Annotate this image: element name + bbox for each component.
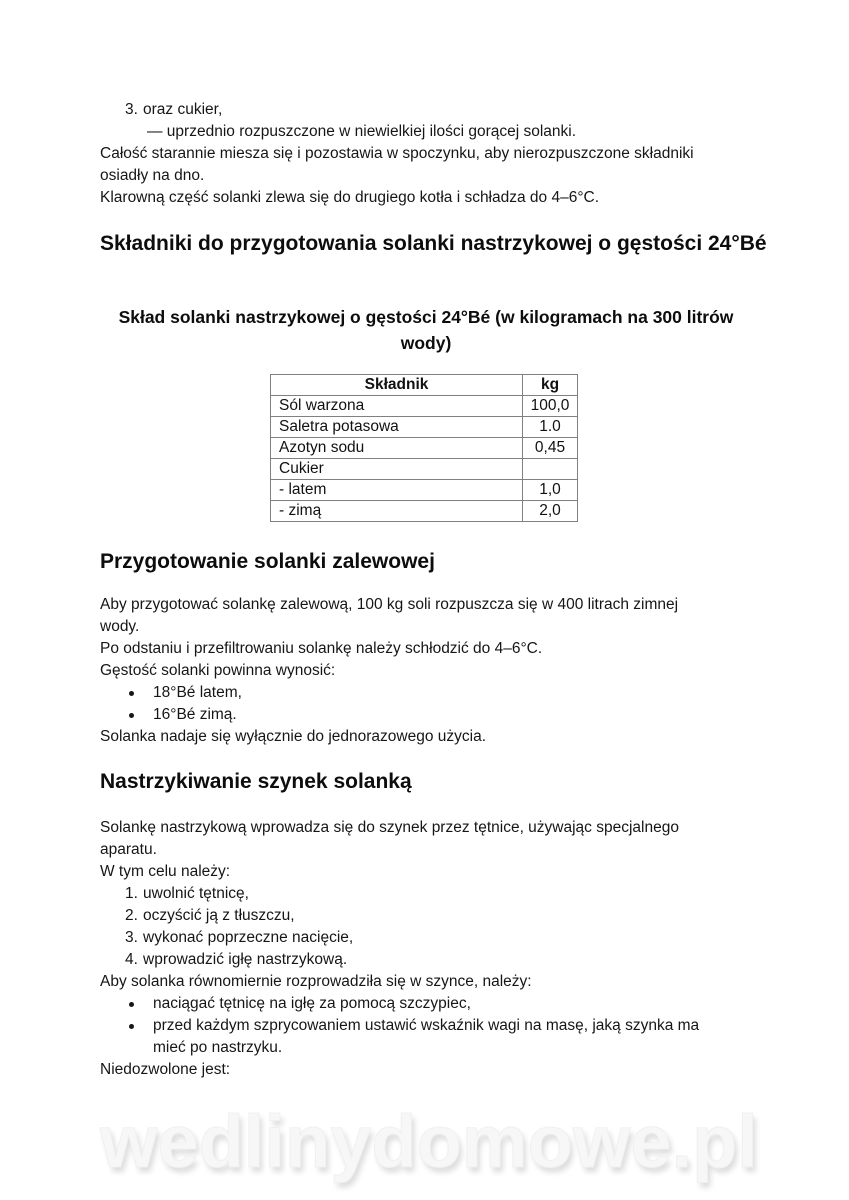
bullet-item: przed każdym szprycowaniem ustawić wskaźnik wagi na masę, jaką szynka ma mieć po nastrzyku. xyxy=(100,1015,710,1059)
step-item xyxy=(100,949,730,971)
step-item xyxy=(100,927,730,949)
step-number: 1. xyxy=(125,885,138,902)
step-item xyxy=(100,883,730,905)
ingredient-amount-cell: 2,0 xyxy=(523,501,578,522)
paragraph-even-distribution: Aby solanka równomiernie rozprowadziła się w szynce, należy: xyxy=(100,973,532,990)
ingredient-amount-cell: 1,0 xyxy=(523,480,578,501)
step-text: wykonać poprzeczne nacięcie, xyxy=(143,929,354,946)
paragraph-density: Gęstość solanki powinna wynosić: xyxy=(100,662,336,679)
density-bullet-list xyxy=(100,682,720,726)
section-heading-injection: Nastrzykiwanie szynek solanką xyxy=(100,770,412,793)
paragraph-single-use: Solanka nadaje się wyłącznie do jednorazowego użycia. xyxy=(100,728,487,745)
table-row xyxy=(271,438,578,459)
ingredient-name-cell: - latem xyxy=(271,480,523,501)
ingredient-amount-cell: 100,0 xyxy=(523,396,578,417)
list-item-note: — uprzednio rozpuszczone w niewielkiej ilości gorącej solanki. xyxy=(147,123,577,140)
step-text: uwolnić tętnicę, xyxy=(143,885,249,902)
table-header-row xyxy=(271,375,578,396)
table-caption: Skład solanki nastrzykowej o gęstości 24°Bé (w kilogramach na 300 litrów wody) xyxy=(118,307,734,353)
ingredients-table xyxy=(270,374,578,522)
step-text: wprowadzić igłę nastrzykową. xyxy=(143,951,348,968)
section-injection xyxy=(100,817,730,1081)
step-number: 3. xyxy=(125,929,138,946)
paragraph-steps-label: W tym celu należy: xyxy=(100,863,231,880)
column-header-kg: kg xyxy=(523,375,578,396)
ingredient-amount-cell: 1.0 xyxy=(523,417,578,438)
table-row xyxy=(271,417,578,438)
ingredient-name-cell: Azotyn sodu xyxy=(271,438,523,459)
paragraph-chill: Po odstaniu i przefiltrowaniu solankę należy schłodzić do 4–6°C. xyxy=(100,640,543,657)
list-item-3 xyxy=(100,99,732,121)
list-item-text: oraz cukier, xyxy=(143,101,223,118)
section-zalewowa xyxy=(100,594,720,748)
paragraph-injection-intro: Solankę nastrzykową wprowadza się do szynek przez tętnice, używając specjalnego aparatu. xyxy=(100,819,679,858)
ingredient-name-cell: Saletra potasowa xyxy=(271,417,523,438)
section-heading-ingredients: Składniki do przygotowania solanki nastrzykowej o gęstości 24°Bé xyxy=(100,232,767,255)
paragraph-forbidden: Niedozwolone jest: xyxy=(100,1061,231,1078)
paragraph-settle: Całość starannie miesza się i pozostawia w spoczynku, aby nierozpuszczone składniki osiadły na dno. xyxy=(100,145,694,184)
ingredient-name-cell: Sól warzona xyxy=(271,396,523,417)
ingredient-name-cell: Cukier xyxy=(271,459,523,480)
table-row xyxy=(271,459,578,480)
step-item xyxy=(100,905,730,927)
section-heading-zalewowa: Przygotowanie solanki zalewowej xyxy=(100,550,435,573)
table-row xyxy=(271,480,578,501)
injection-bullet-list xyxy=(100,993,710,1059)
paragraph-prepare: Aby przygotować solankę zalewową, 100 kg soli rozpuszcza się w 400 litrach zimnej wody. xyxy=(100,596,679,635)
step-number: 4. xyxy=(125,951,138,968)
intro-section xyxy=(100,99,732,209)
ingredient-name-cell: - zimą xyxy=(271,501,523,522)
bullet-item: naciągać tętnicę na igłę za pomocą szczypiec, xyxy=(100,993,710,1015)
paragraph-decant: Klarowną część solanki zlewa się do drugiego kotła i schładza do 4–6°C. xyxy=(100,189,600,206)
ingredient-amount-cell xyxy=(523,459,578,480)
injection-steps-list xyxy=(100,883,730,971)
step-text: oczyścić ją z tłuszczu, xyxy=(143,907,295,924)
list-item-number: 3. xyxy=(125,101,138,118)
table-row xyxy=(271,501,578,522)
bullet-item: 18°Bé latem, xyxy=(100,682,720,704)
watermark-text: wedlinydomowe.pl xyxy=(100,1100,758,1183)
table-row xyxy=(271,396,578,417)
step-number: 2. xyxy=(125,907,138,924)
ingredient-amount-cell: 0,45 xyxy=(523,438,578,459)
bullet-item: 16°Bé zimą. xyxy=(100,704,720,726)
column-header-ingredient: Składnik xyxy=(271,375,523,396)
